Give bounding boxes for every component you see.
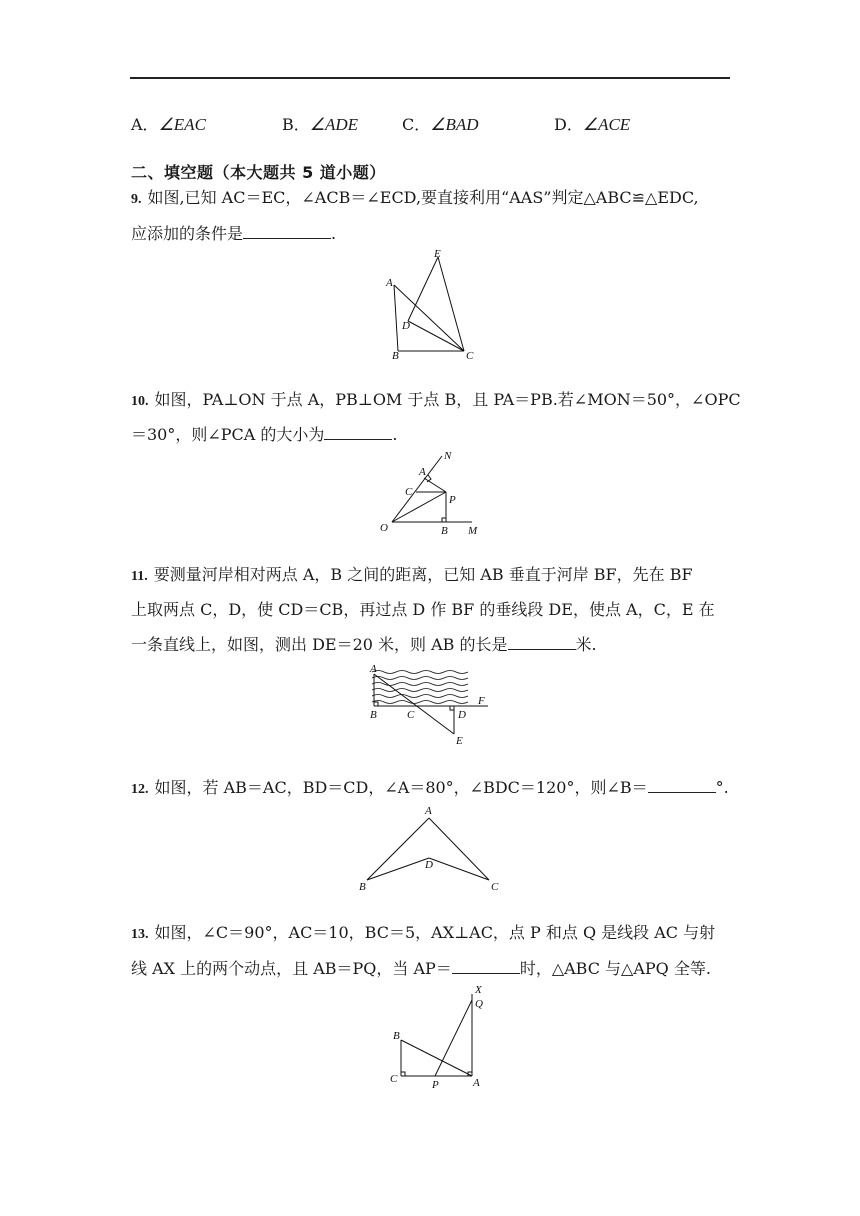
label-E: E (456, 735, 463, 747)
label-D: D (425, 859, 433, 871)
label-A: A (370, 663, 377, 675)
q9-answer-blank[interactable] (243, 224, 331, 239)
label-B: B (393, 1030, 400, 1042)
label-O: O (380, 522, 388, 534)
right-angle-D (450, 706, 454, 710)
label-E: E (434, 248, 441, 260)
label-C: C (405, 486, 413, 498)
seg-ED (408, 257, 438, 321)
seg-AC (394, 285, 464, 351)
option-d: D．∠ACE (554, 115, 631, 134)
q9-line1: 9. 如图,已知 AC＝EC，∠ACB＝∠ECD,要直接利用“AAS”判定△ABC≌△EDC, (131, 188, 699, 207)
right-angle-B (374, 702, 378, 706)
q11-answer-blank[interactable] (508, 635, 576, 650)
label-F: F (478, 695, 485, 707)
top-rule (130, 77, 730, 79)
option-b: B．∠ADE (282, 115, 359, 134)
label-N: N (444, 450, 452, 462)
label-D: D (402, 320, 410, 332)
seg-PQ (435, 1000, 472, 1076)
section-title: 二、填空题（本大题共 5 道小题） (131, 163, 386, 182)
seg-AC (429, 818, 489, 880)
label-B: B (392, 350, 399, 362)
label-X: X (475, 984, 482, 996)
seg-AB (394, 285, 398, 351)
q12-answer-blank[interactable] (648, 778, 716, 793)
label-A: A (473, 1077, 480, 1089)
q10-answer-blank[interactable] (324, 425, 392, 440)
q11-line1: 11. 要测量河岸相对两点 A，B 之间的距离，已知 AB 垂直于河岸 BF，先在 BF (131, 565, 693, 584)
river-waves (372, 671, 468, 704)
seg-AB (367, 818, 429, 880)
option-c: C．∠BAD (402, 115, 479, 134)
seg-AE (374, 674, 454, 734)
q11-figure (362, 660, 497, 750)
seg-AP (424, 478, 446, 492)
option-a: A．∠EAC (131, 115, 206, 134)
label-A: A (419, 466, 426, 478)
q11-line3: 一条直线上，如图，测出 DE＝20 米，则 AB 的长是 米. (131, 635, 597, 654)
seg-DC (408, 321, 464, 351)
label-B: B (359, 881, 366, 893)
q13-line1: 13. 如图，∠C＝90°，AC＝10，BC＝5，AX⊥AC，点 P 和点 Q 是线段 AC 与射 (131, 923, 716, 942)
label-C: C (390, 1073, 398, 1085)
q12-figure (355, 800, 505, 898)
ray-ON (392, 456, 442, 522)
right-angle-A (427, 475, 431, 482)
label-M: M (468, 525, 478, 537)
q13-answer-blank[interactable] (452, 959, 520, 974)
label-D: D (458, 709, 466, 721)
q10-line1: 10. 如图，PA⊥ON 于点 A，PB⊥OM 于点 B，且 PA＝PB.若∠MON＝50°，∠OPC (131, 390, 741, 409)
label-C: C (491, 881, 499, 893)
label-B: B (370, 709, 377, 721)
label-P: P (432, 1079, 439, 1090)
q10-figure (372, 446, 492, 540)
q9-figure (380, 245, 490, 365)
right-angle-C (401, 1072, 405, 1076)
label-P: P (449, 494, 456, 506)
q13-line2: 线 AX 上的两个动点，且 AB＝PQ，当 AP＝ 时，△ABC 与△APQ 全等. (131, 959, 711, 978)
q12-line1: 12. 如图，若 AB＝AC，BD＝CD，∠A＝80°，∠BDC＝120°，则∠B＝ °. (131, 778, 729, 797)
seg-EC (438, 257, 464, 351)
label-B: B (441, 525, 448, 537)
q9-line2: 应添加的条件是 . (131, 224, 337, 243)
seg-BA (401, 1040, 472, 1076)
label-C: C (466, 350, 474, 362)
right-angle-B (442, 518, 446, 522)
label-C: C (407, 709, 415, 721)
label-Q: Q (475, 998, 483, 1010)
q11-line2: 上取两点 C，D，使 CD＝CB，再过点 D 作 BF 的垂线段 DE，使点 A，C，E 在 (131, 600, 715, 619)
label-A: A (425, 805, 432, 817)
label-A: A (386, 277, 393, 289)
seg-OP (392, 492, 446, 522)
seg-DC (429, 858, 489, 880)
seg-BD (367, 858, 429, 880)
q10-line2: ＝30°，则∠PCA 的大小为 . (131, 425, 398, 444)
q13-figure (385, 982, 495, 1090)
